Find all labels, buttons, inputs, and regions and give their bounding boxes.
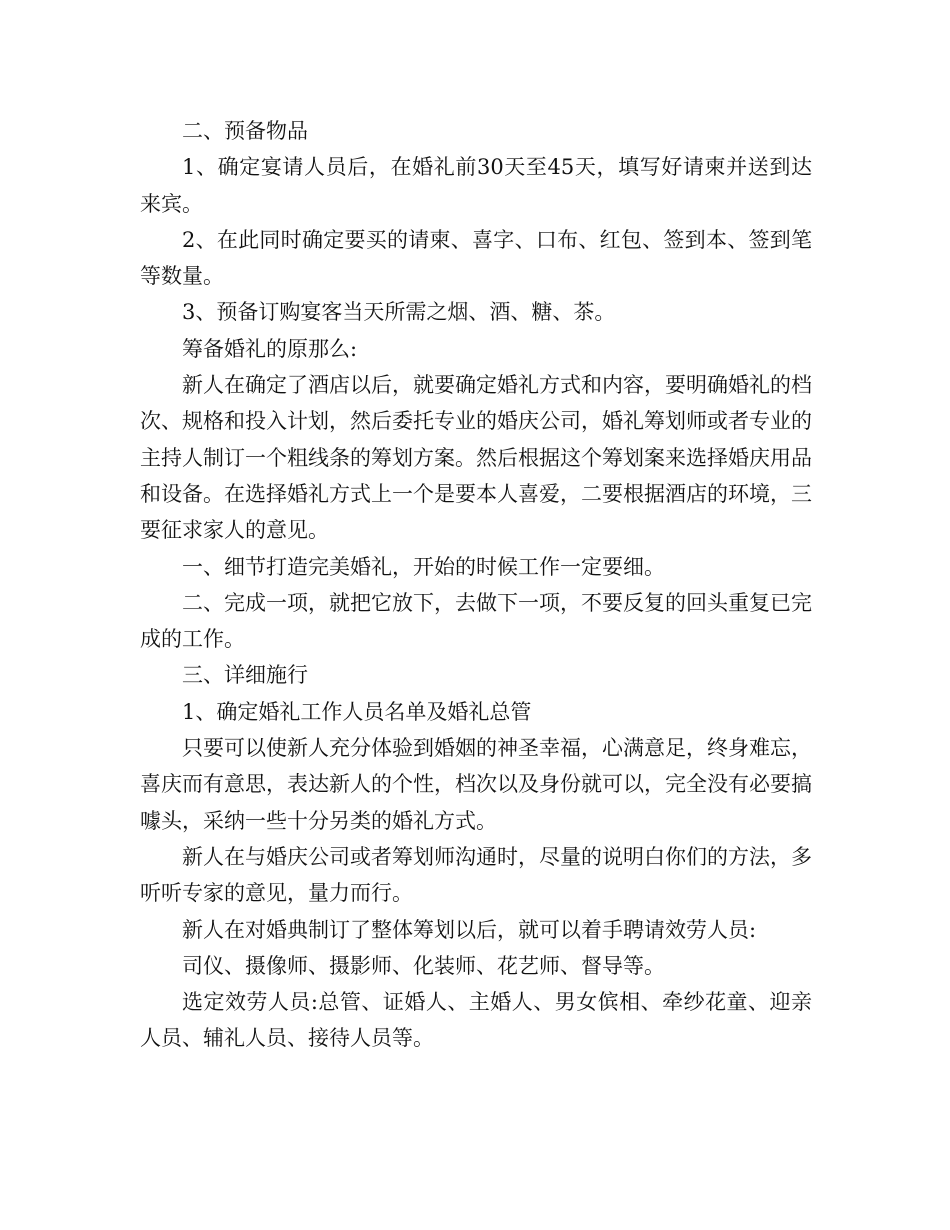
paragraph: 1、确定宴请人员后，在婚礼前30天至45天，填写好请柬并送到达来宾。 — [140, 155, 812, 216]
paragraph: 2、在此同时确定要买的请柬、喜字、口布、红包、签到本、签到笔等数量。 — [140, 227, 812, 289]
paragraph: 新人在对婚典制订了整体筹划以后，就可以着手聘请效劳人员: — [182, 917, 757, 942]
document-body — [140, 113, 812, 1057]
paragraph: 二、预备物品 — [182, 119, 308, 143]
paragraph: 司仪、摄像师、摄影师、化装师、花艺师、督导等。 — [182, 953, 665, 978]
paragraph: 新人在与婚庆公司或者筹划师沟通时，尽量的说明白你们的方法，多听听专家的意见，量力而行。 — [140, 844, 812, 906]
paragraph: 二、完成一项，就把它放下，去做下一项，不要反复的回头重复已完成的工作。 — [140, 590, 812, 652]
paragraph: 只要可以使新人充分体验到婚姻的神圣幸福，心满意足，终身难忘，喜庆而有意思，表达新人的个性，档次以及身份就可以，完全没有必要搞噱头，采纳一些十分另类的婚礼方式。 — [140, 736, 812, 833]
paragraph: 选定效劳人员:总管、证婚人、主婚人、男女傧相、牵纱花童、迎亲人员、辅礼人员、接待人员等。 — [140, 990, 812, 1051]
paragraph: 筹备婚礼的原那么: — [182, 336, 358, 361]
paragraph: 三、详细施行 — [182, 663, 308, 688]
paragraph: 1、确定婚礼工作人员名单及婚礼总管 — [182, 699, 532, 724]
paragraph: 一、细节打造完美婚礼，开始的时候工作一定要细。 — [182, 554, 665, 579]
paragraph: 新人在确定了酒店以后，就要确定婚礼方式和内容，要明确婚礼的档次、规格和投入计划，然后委托专业的婚庆公司，婚礼筹划师或者专业的主持人制订一个粗线条的筹划方案。然后根据这个筹划案来选择婚庆用品和设备。在选择婚礼方式上一个是要本人喜爱，二要根据酒店的环境，三要征求家人的意见。 — [140, 373, 812, 543]
paragraph: 3、预备订购宴客当天所需之烟、酒、糖、茶。 — [182, 300, 616, 325]
